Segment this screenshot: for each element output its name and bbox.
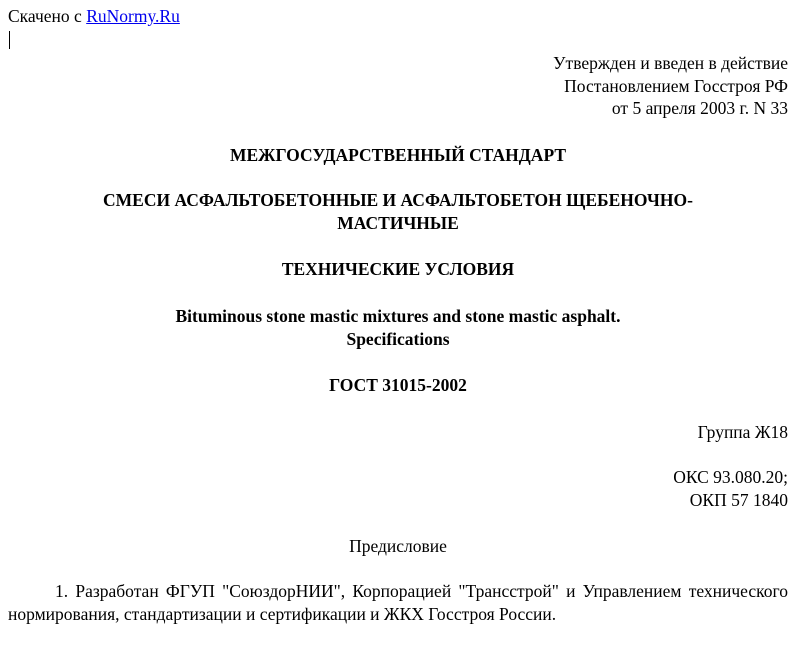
approval-line-3: от 5 апреля 2003 г. N 33 <box>611 98 788 118</box>
standard-title-line-1: СМЕСИ АСФАЛЬТОБЕТОННЫЕ И АСФАЛЬТОБЕТОН ЩЕБЕНОЧНО- <box>103 190 693 210</box>
download-source-line <box>8 5 180 27</box>
runormy-link[interactable]: RuNormy.Ru <box>86 6 180 26</box>
download-prefix: Скачено с <box>8 6 82 26</box>
approval-block <box>553 52 788 120</box>
foreword-paragraph-1: 1. Разработан ФГУП "СоюздорНИИ", Корпорацией "Трансстрой" и Управлением технического нормирования, стандартизации и сертификации и ЖКХ Госстроя России. <box>8 581 788 624</box>
text-cursor <box>9 31 10 49</box>
foreword-heading: Предисловие <box>349 536 447 556</box>
standard-title-line-2: МАСТИЧНЫЕ <box>337 212 459 233</box>
standard-title <box>8 189 788 234</box>
standard-subtitle: ТЕХНИЧЕСКИЕ УСЛОВИЯ <box>281 259 515 279</box>
english-title <box>8 305 788 350</box>
classification-codes <box>673 466 788 511</box>
approval-line-2: Постановлением Госстроя РФ <box>564 75 788 96</box>
english-title-line-2: Specifications <box>346 328 450 349</box>
oks-code: ОКС 93.080.20; <box>673 467 788 487</box>
standard-number: ГОСТ 31015-2002 <box>329 375 467 395</box>
group-code: Группа Ж18 <box>697 422 788 442</box>
okp-code: ОКП 57 1840 <box>689 489 788 510</box>
approval-line-1: Утвержден и введен в действие <box>553 53 788 73</box>
standard-kind-heading: МЕЖГОСУДАРСТВЕННЫЙ СТАНДАРТ <box>229 145 567 165</box>
english-title-line-1: Bituminous stone mastic mixtures and stone mastic asphalt. <box>175 306 621 326</box>
